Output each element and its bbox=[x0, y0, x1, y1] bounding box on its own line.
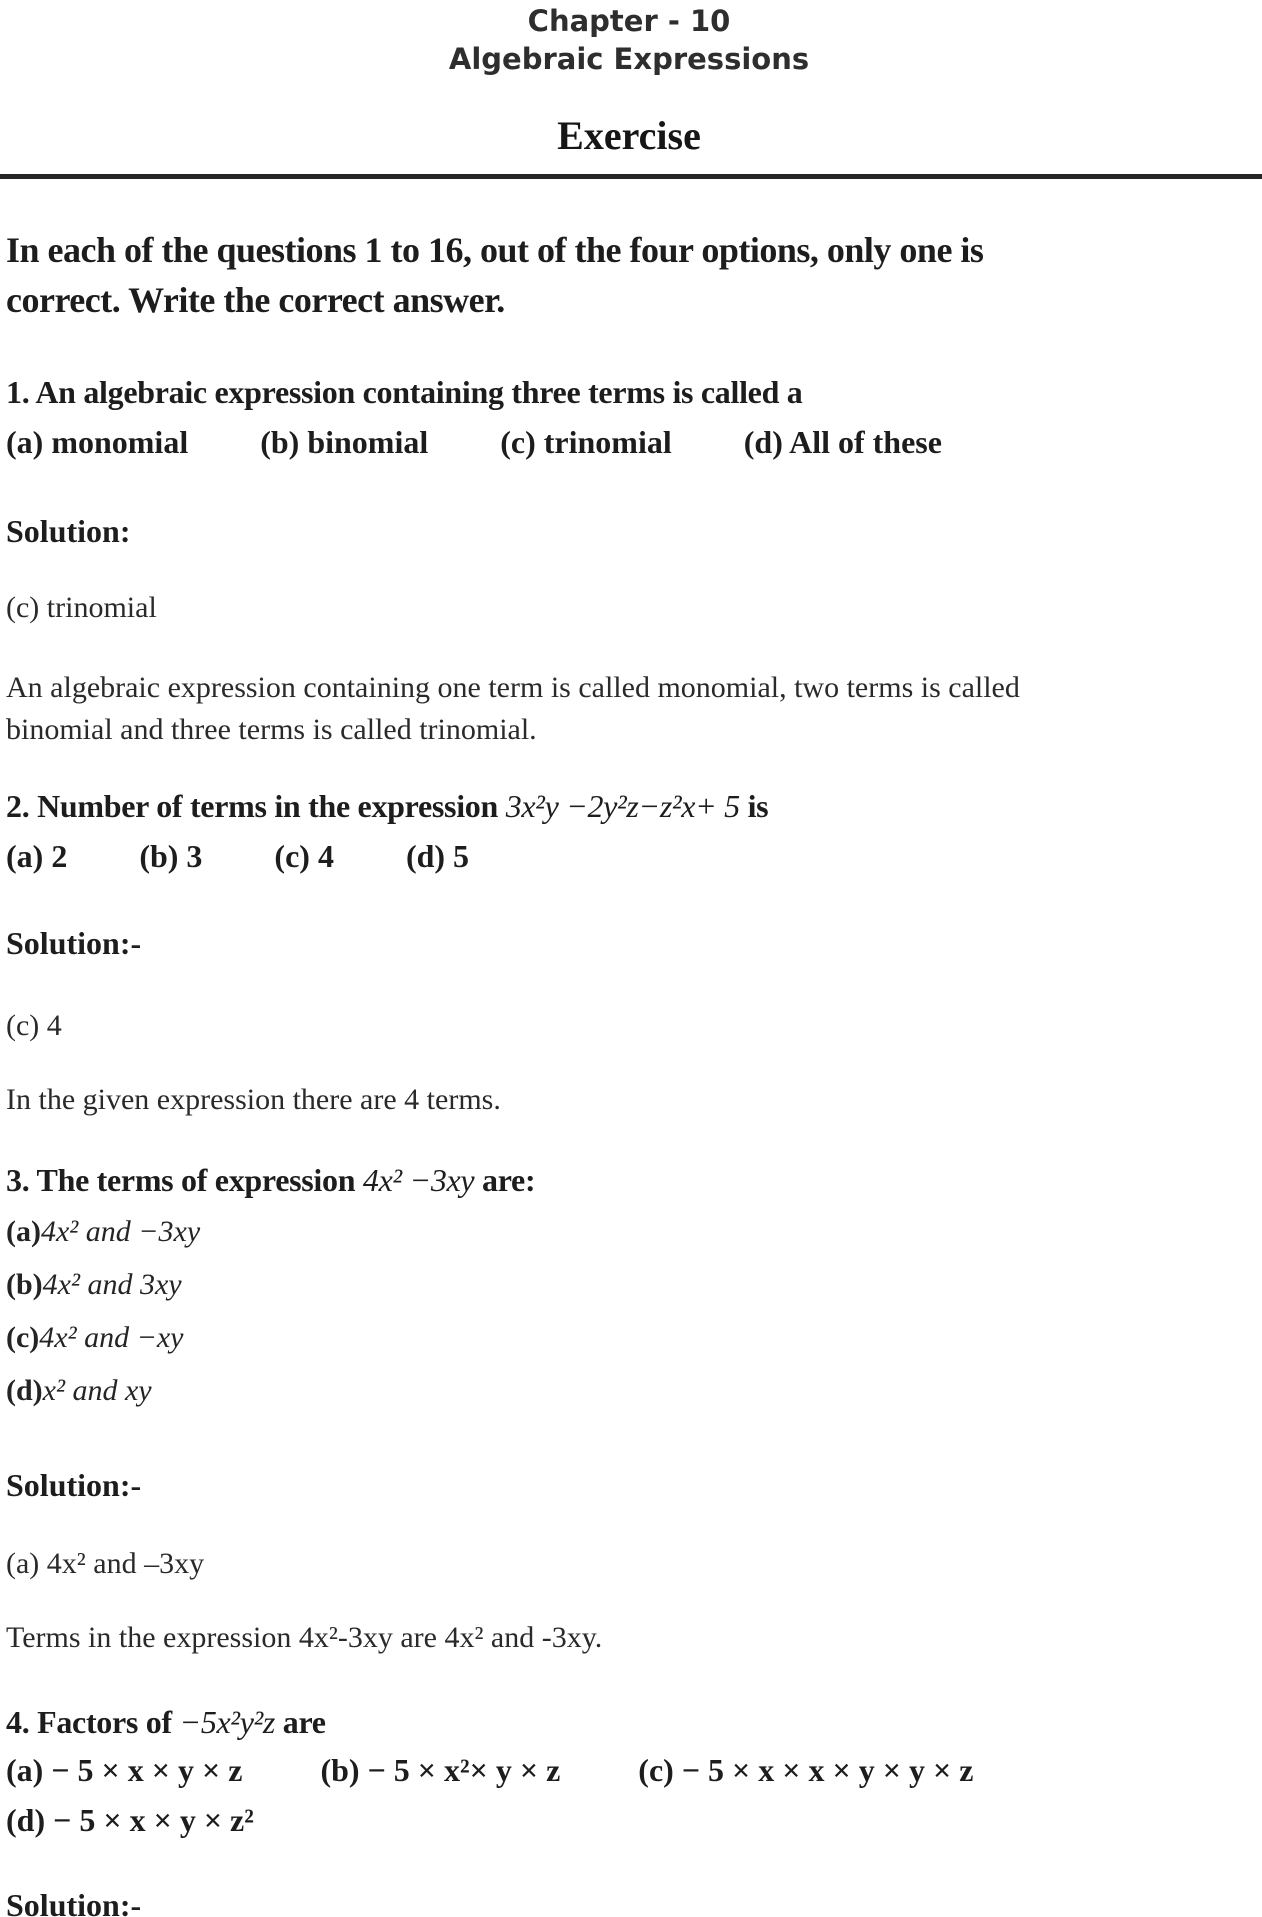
option-b-label: (b) bbox=[6, 1268, 43, 1301]
question-1-option-b: (b) binomial bbox=[260, 424, 429, 460]
horizontal-divider bbox=[0, 174, 1262, 179]
question-1-option-c: (c) trinomial bbox=[500, 424, 672, 460]
question-4-solution-label: Solution:- bbox=[6, 1887, 142, 1917]
question-2-option-c: (c) 4 bbox=[274, 838, 334, 874]
question-2-answer: (c) 4 bbox=[6, 1009, 62, 1042]
question-4-option-c: (c) − 5 × x × x × y × y × z bbox=[638, 1752, 974, 1788]
intro-line-1: In each of the questions 1 to 16, out of the four options, only one is bbox=[6, 230, 984, 270]
question-1-option-a: (a) monomial bbox=[6, 424, 189, 460]
question-4-option-a: (a) − 5 × x × y × z bbox=[6, 1752, 243, 1788]
question-1-title: 1. An algebraic expression containing three terms is called a bbox=[6, 374, 803, 410]
option-a-label: (a) bbox=[6, 1215, 41, 1248]
question-1-options bbox=[6, 419, 1252, 465]
question-2-options bbox=[6, 833, 1252, 879]
option-c-label: (c) bbox=[6, 1321, 40, 1354]
question-1-option-d: (d) All of these bbox=[743, 424, 942, 460]
option-c-math: 4x² and −xy bbox=[39, 1321, 184, 1354]
question-1-explanation-line-2: binomial and three terms is called trinomial. bbox=[6, 713, 537, 746]
question-4-title-suffix: are bbox=[282, 1704, 326, 1740]
question-3-answer: (a) 4x² and –3xy bbox=[6, 1547, 205, 1580]
option-d-label: (d) bbox=[6, 1374, 43, 1407]
question-1-explanation-line-1: An algebraic expression containing one term is called monomial, two terms is called bbox=[6, 671, 1020, 704]
question-1-explanation bbox=[6, 667, 1252, 751]
question-4-options-row-2 bbox=[6, 1797, 1252, 1843]
question-4-options-row-1 bbox=[6, 1747, 1252, 1793]
question-4-option-b: (b) − 5 × x²× y × z bbox=[320, 1752, 561, 1788]
option-b-math: 4x² and 3xy bbox=[42, 1268, 182, 1301]
option-a-math: 4x² and −3xy bbox=[40, 1215, 201, 1248]
question-2-expression: 3x²y −2y²z−z²x+ 5 bbox=[505, 788, 740, 824]
question-3-title-suffix: are: bbox=[482, 1162, 536, 1198]
question-2-title-suffix: is bbox=[747, 788, 769, 824]
question-1-answer: (c) trinomial bbox=[6, 591, 157, 624]
question-2-title-text: 2. Number of terms in the expression bbox=[6, 788, 498, 824]
question-3-option-c bbox=[6, 1311, 1252, 1364]
question-3-expression: 4x² −3xy bbox=[362, 1162, 475, 1198]
question-4-title bbox=[6, 1699, 1252, 1745]
option-d-math: x² and xy bbox=[42, 1374, 152, 1407]
question-2-title bbox=[6, 783, 1252, 829]
question-4-title-text: 4. Factors of bbox=[6, 1704, 172, 1740]
question-2-solution-label: Solution:- bbox=[6, 925, 142, 961]
question-2-option-a: (a) 2 bbox=[6, 838, 68, 874]
question-3-options bbox=[6, 1205, 1252, 1417]
chapter-heading bbox=[6, 0, 1252, 78]
section-title: Exercise bbox=[557, 113, 701, 158]
question-3-title-text: 3. The terms of expression bbox=[6, 1162, 356, 1198]
question-1-solution-label: Solution: bbox=[6, 513, 131, 549]
question-3-option-b bbox=[6, 1258, 1252, 1311]
chapter-title: Algebraic Expressions bbox=[448, 42, 810, 76]
question-3-solution-label: Solution:- bbox=[6, 1467, 142, 1503]
intro-text bbox=[6, 225, 1252, 325]
chapter-number: Chapter - 10 bbox=[527, 4, 731, 38]
question-3-option-a bbox=[6, 1205, 1252, 1258]
question-2-option-d: (d) 5 bbox=[405, 838, 470, 874]
question-3-title bbox=[6, 1157, 1252, 1203]
question-3-explanation: Terms in the expression 4x²-3xy are 4x² and -3xy. bbox=[6, 1621, 603, 1654]
question-2-explanation: In the given expression there are 4 terms. bbox=[6, 1083, 501, 1116]
question-4-option-d: (d) − 5 × x × y × z² bbox=[6, 1802, 254, 1838]
question-3-option-d bbox=[6, 1364, 1252, 1417]
question-2-option-b: (b) 3 bbox=[139, 838, 203, 874]
intro-line-2: correct. Write the correct answer. bbox=[6, 280, 505, 320]
question-4-expression: −5x²y²z bbox=[179, 1704, 276, 1740]
